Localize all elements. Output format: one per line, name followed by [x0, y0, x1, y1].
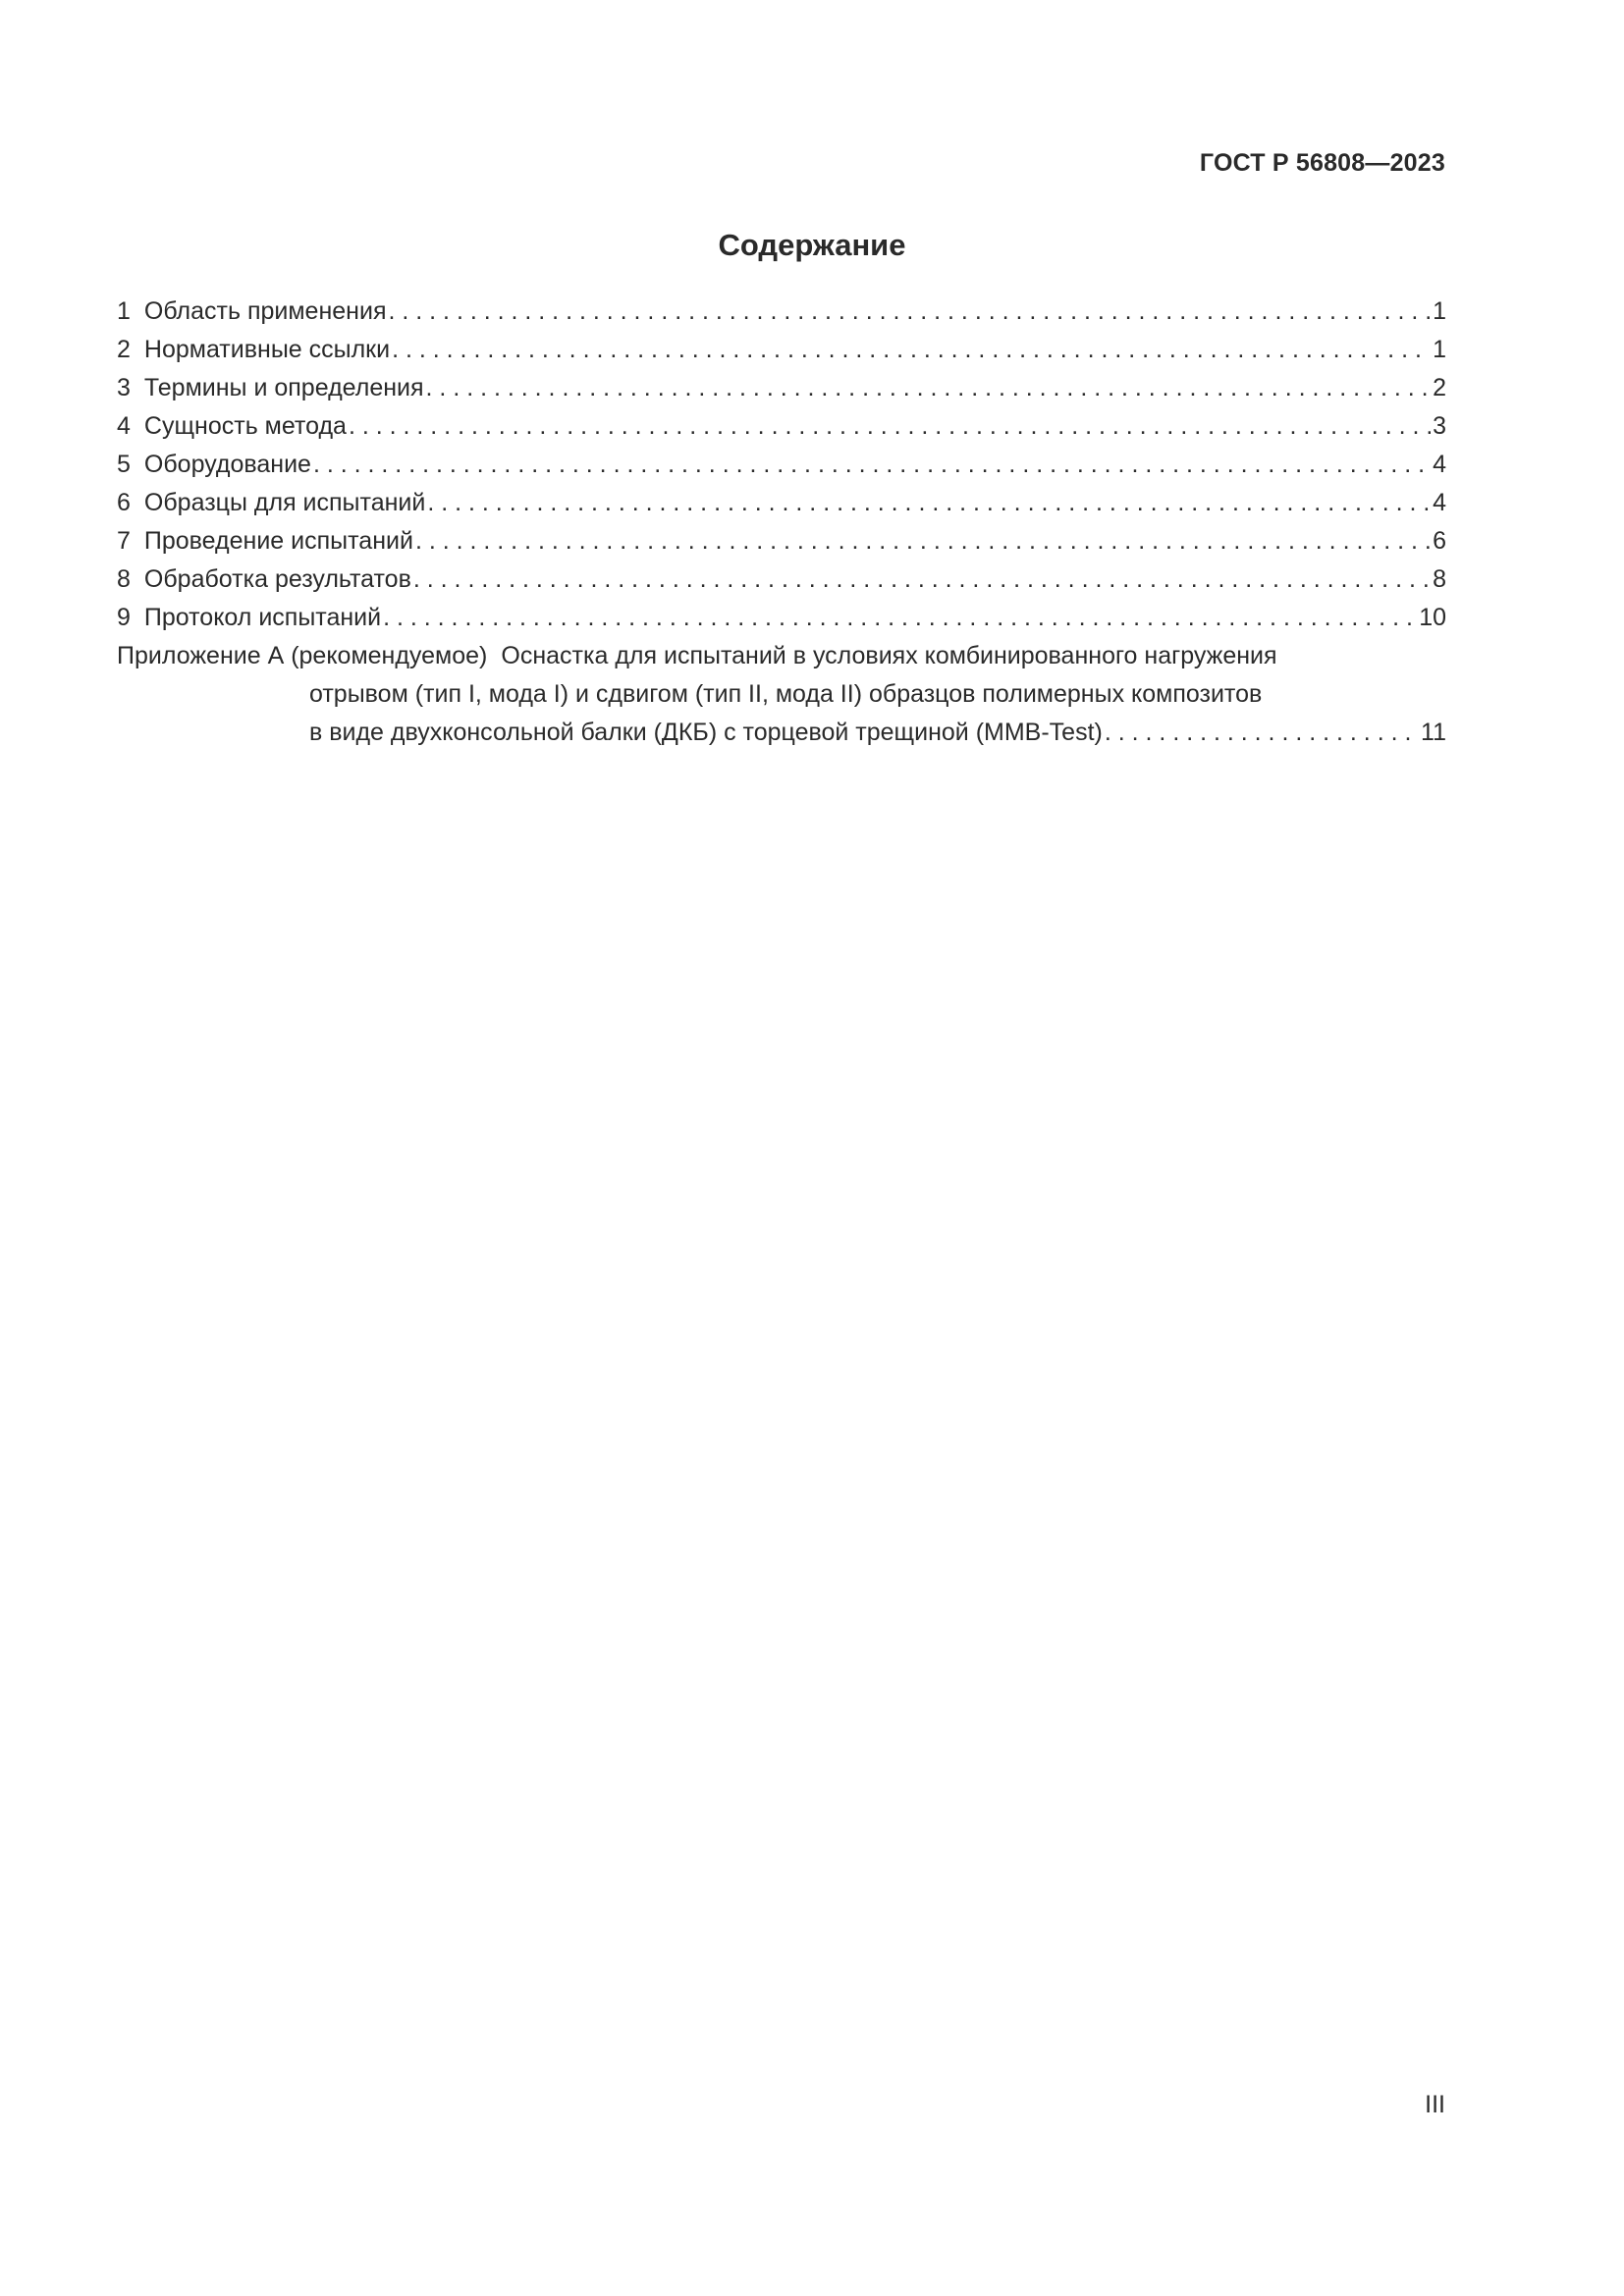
toc-entry[interactable]: [117, 561, 1446, 599]
toc-entry-number: 2: [117, 336, 131, 363]
toc-entry[interactable]: [117, 407, 1446, 446]
dot-leader: [1105, 714, 1419, 752]
dot-leader: [427, 484, 1431, 522]
toc-entry[interactable]: [117, 484, 1446, 522]
dot-leader: [383, 599, 1417, 637]
toc-entry-number: 6: [117, 489, 131, 516]
toc-entry-label: Образцы для испытаний: [143, 489, 426, 516]
dot-leader: [413, 561, 1431, 599]
toc-entry-label: Термины и определения: [143, 374, 424, 401]
toc-entry[interactable]: [117, 599, 1446, 637]
toc-entry-page: 1: [1433, 297, 1446, 325]
appendix-page: 11: [1421, 719, 1446, 746]
toc-entry[interactable]: [117, 331, 1446, 369]
document-id: ГОСТ Р 56808—2023: [1199, 149, 1445, 177]
appendix-title-line-3: в виде двухконсольной балки (ДКБ) с торцевой трещиной (MMB-Test): [309, 719, 1103, 746]
toc-entry-page: 2: [1433, 374, 1446, 401]
toc-entry[interactable]: [117, 446, 1446, 484]
appendix-title-line-2: отрывом (тип I, мода I) и сдвигом (тип II, мода II) образцов полимерных композитов: [309, 680, 1263, 708]
toc-entry-number: 9: [117, 604, 131, 631]
toc-entry-page: 4: [1433, 489, 1446, 516]
toc-entry-label: Нормативные ссылки: [143, 336, 391, 363]
dot-leader: [313, 446, 1431, 484]
toc-entry-label: Обработка результатов: [143, 565, 411, 593]
toc-entry-number: 5: [117, 451, 131, 478]
toc-list: [117, 293, 1446, 637]
toc-entry-label: Протокол испытаний: [143, 604, 382, 631]
toc-entry-number: 7: [117, 527, 131, 555]
page-number: III: [1425, 2091, 1445, 2118]
toc-appendix-entry[interactable]: [117, 637, 1446, 752]
toc-entry[interactable]: [117, 293, 1446, 331]
toc-entry-page: 6: [1433, 527, 1446, 555]
toc-entry-page: 1: [1433, 336, 1446, 363]
dot-leader: [388, 293, 1431, 331]
dot-leader: [415, 522, 1431, 561]
dot-leader: [392, 331, 1431, 369]
appendix-title-line-1: Оснастка для испытаний в условиях комбинированного нагружения: [501, 642, 1277, 669]
toc-entry-page: 8: [1433, 565, 1446, 593]
dot-leader: [349, 407, 1431, 446]
toc-entry-page: 4: [1433, 451, 1446, 478]
toc-entry[interactable]: [117, 369, 1446, 407]
toc-entry-page: 3: [1433, 412, 1446, 440]
toc-entry-page: 10: [1419, 604, 1446, 631]
dot-leader: [426, 369, 1432, 407]
toc-entry-label: Проведение испытаний: [143, 527, 413, 555]
toc-entry[interactable]: [117, 522, 1446, 561]
toc-entry-label: Область применения: [143, 297, 387, 325]
toc-entry-number: 3: [117, 374, 131, 401]
toc-entry-number: 8: [117, 565, 131, 593]
toc-entry-label: Оборудование: [143, 451, 311, 478]
toc-title: Содержание: [718, 228, 906, 262]
toc-entry-label: Сущность метода: [143, 412, 347, 440]
toc-entry-number: 1: [117, 297, 131, 325]
toc-entry-number: 4: [117, 412, 131, 440]
appendix-prefix: Приложение А (рекомендуемое): [117, 642, 488, 669]
